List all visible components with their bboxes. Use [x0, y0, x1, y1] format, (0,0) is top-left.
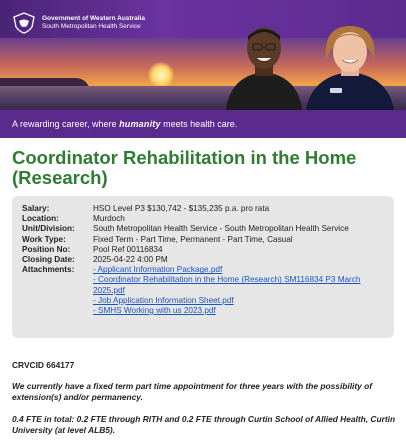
- job-details-panel: [12, 196, 394, 338]
- attachment-link-working-with-us[interactable]: - SMHS Working with us 2023.pdf: [93, 306, 216, 316]
- government-logo: [12, 12, 145, 34]
- wa-crest-icon: [12, 12, 36, 34]
- staff-photo-man: [222, 18, 306, 110]
- closing-date-row: [22, 255, 384, 265]
- tagline: A rewarding career, where humanity meets health care.: [12, 119, 238, 129]
- banner-curve: [0, 132, 406, 138]
- attachment-link-position-description[interactable]: - Coordinator Rehabilitation in the Home (Research) SM116834 P3 March 2025.pdf: [93, 275, 361, 295]
- closing-date-value: 2025-04-22 4:00 PM: [93, 255, 168, 265]
- attachments-label: Attachments:: [22, 265, 75, 275]
- closing-date-label: Closing Date:: [22, 255, 75, 265]
- job-title: Coordinator Rehabilitation in the Home (Research): [12, 147, 357, 188]
- tagline-highlight: humanity: [119, 119, 161, 129]
- appointment-paragraph: We currently have a fixed term part time appointment for three years with the possibility of extension(s) and/or permanency.: [12, 381, 373, 402]
- unit-row: [22, 224, 384, 234]
- work-type-label: Work Type:: [22, 234, 66, 244]
- location-row: [22, 214, 384, 224]
- position-label: Position No:: [22, 244, 71, 254]
- salary-row: [22, 204, 384, 214]
- position-row: [22, 245, 384, 255]
- location-label: Location:: [22, 214, 59, 224]
- gov-name: Government of Western Australia: [42, 15, 145, 22]
- crvcid-reference: CRVCID 664177: [12, 360, 75, 370]
- health-service-name: South Metropolitan Health Service: [42, 23, 141, 30]
- work-type-row: [22, 235, 384, 245]
- unit-label: Unit/Division:: [22, 224, 75, 234]
- attachments-list: [93, 265, 384, 316]
- attachments-row: [22, 265, 384, 316]
- unit-value: South Metropolitan Health Service - South Metropolitan Health Service: [93, 224, 349, 234]
- position-value: Pool Ref 00116834: [93, 244, 163, 254]
- hero-banner: [0, 0, 406, 138]
- attachment-link-applicant-info[interactable]: - Applicant Information Package.pdf: [93, 265, 223, 275]
- salary-label: Salary:: [22, 204, 50, 213]
- sun: [148, 62, 174, 88]
- location-value: Murdoch: [93, 214, 125, 224]
- attachment-link-application-sheet[interactable]: - Job Application Information Sheet.pdf: [93, 295, 234, 305]
- salary-value: HSO Level P3 $130,742 - $135,235 p.a. pro rata: [93, 204, 270, 213]
- work-type-value: Fixed Term - Part Time, Permanent - Part Time, Casual: [93, 234, 293, 244]
- staff-photo-woman: [300, 22, 400, 110]
- fte-paragraph: 0.4 FTE in total: 0.2 FTE through RITH and 0.2 FTE through Curtin School of Allied Health, Curtin University (at level ALB5).: [12, 414, 396, 435]
